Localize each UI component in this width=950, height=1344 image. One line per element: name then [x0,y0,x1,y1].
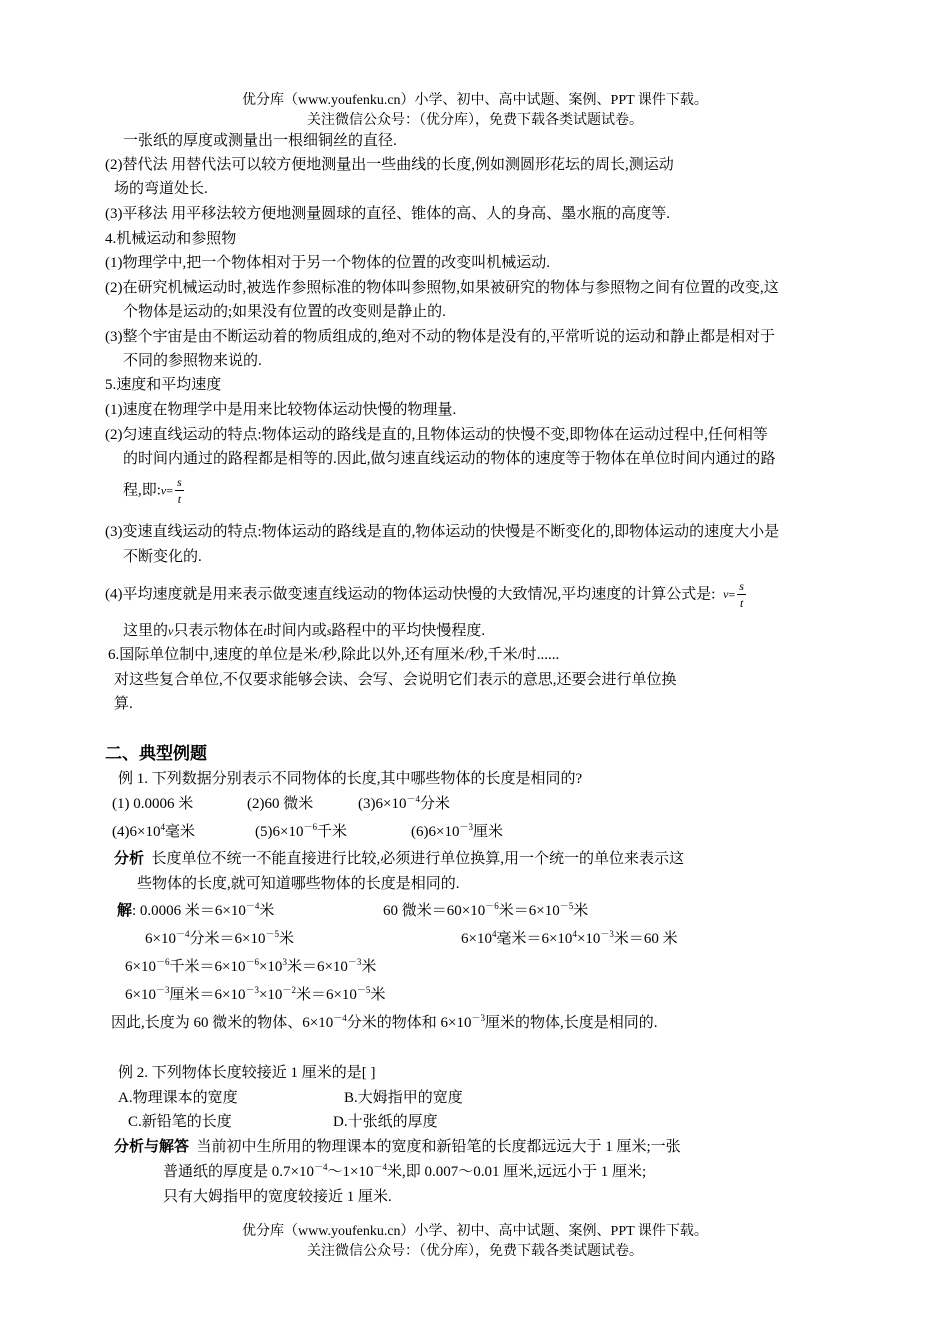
text-line: 不断变化的. [123,549,202,565]
page-header-line1: 优分库（www.youfenku.cn）小学、初中、高中试题、案例、PPT 课件下载。 [242,93,708,108]
text-line: (2)在研究机械运动时,被选作参照标准的物体叫参照物,如果被研究的物体与参照物之间有位置的改变,这 [105,280,779,296]
formula-s: s [737,578,746,595]
text-line: 的时间内通过的路程都是相等的.因此,做匀速直线运动的物体的速度等于物体在单位时间内通过的路 [123,451,776,467]
formula-s: s [175,474,184,491]
text-run: 时间内或 [266,623,327,639]
section-heading: 4.机械运动和参照物 [105,231,237,247]
analysis-1-cont: 些物体的长度,就可知道哪些物体的长度是相同的. [137,876,460,892]
text-line: 不同的参照物来说的. [123,353,262,369]
page-header-line2: 关注微信公众号：（优分库），免费下载各类试题试卷。 [307,113,643,128]
section-heading: 6.国际单位制中,速度的单位是米/秒,除此以外,还有厘米/秒,千米/时...... [108,647,560,663]
analysis-2: 分析与解答 当前初中生所用的物理课本的宽度和新铅笔的长度都远远大于 1 厘米;一张 [114,1139,681,1155]
text-line: (1)物理学中,把一个物体相对于另一个物体的位置的改变叫机械运动. [105,255,550,271]
example-2-question: 例 2. 下列物体长度较接近 1 厘米的是[ ] [118,1065,376,1081]
text-line: 场的弯道处长. [114,181,208,197]
formula-fraction [175,474,184,507]
text-line: (3)整个宇宙是由不断运动着的物质组成的,绝对不动的物体是没有的,平常听说的运动和静止都是相对于 [105,329,775,345]
example-1-option: $(6)6\times 10^{-3}$厘米 [411,822,503,840]
example-1-option: (1) 0.0006 米 [112,796,194,812]
formula-fraction [737,578,746,611]
example-1-option: $(4)6\times 10^4$毫米 [112,822,195,840]
solution-line: $6\times 10^{-3}$厘米$=6\times 10^{-3}\times 10^{-2}$米$=6\times 10^{-5}$米 [125,985,386,1003]
example-1-question: 例 1. 下列数据分别表示不同物体的长度,其中哪些物体的长度是相同的? [118,771,583,787]
text-line: (2)匀速直线运动的特点:物体运动的路线是直的,且物体运动的快慢不变,即物体在运动过程中,任何相等 [105,427,768,443]
text-line: (3)平移法 用平移法较方便地测量圆球的直径、锥体的高、人的身高、墨水瓶的高度等. [105,206,670,222]
text-line: 一张纸的厚度或测量出一根细铜丝的直径. [123,133,397,149]
solution-line: 解: 0.0006 米$=6\times 10^{-4}$米 [117,901,275,919]
analysis-2-cont: 普通纸的厚度是 $0.7\times 10^{-4}\sim 1\times 10^{-4}$米,即 0.007～0.01 厘米,远远小于 1 厘米; [163,1162,647,1180]
section-heading: 5.速度和平均速度 [105,377,222,393]
text-line-formula [123,474,184,507]
example-2-option-a: A.物理课本的宽度 [118,1090,238,1106]
symbol-v: v [168,624,174,638]
text-line [123,622,485,640]
example-1-option: (2)60 微米 [247,796,314,812]
text-run: 路程中的平均快慢程度. [331,623,486,639]
symbol-t: t [263,624,267,638]
text-line: 算. [114,696,133,712]
text-line: 个物体是运动的;如果没有位置的改变则是静止的. [123,304,446,320]
text-run: 这里的 [123,623,169,639]
solution-line: $6\times 10^{-4}$分米$=6\times 10^{-5}$米 [145,929,294,947]
page-footer-line1: 优分库（www.youfenku.cn）小学、初中、高中试题、案例、PPT 课件下载。 [242,1224,708,1239]
conclusion-line: 因此,长度为 60 微米的物体、$6\times 10^{-4}$分米的物体和 $6\times 10^{-3}$厘米的物体,长度是相同的. [111,1013,658,1031]
text-line: (3)变速直线运动的特点:物体运动的路线是直的,物体运动的快慢是不断变化的,即物体运动的速度大小是 [105,524,780,540]
example-1-option: $(5)6\times 10^{-6}$千米 [255,822,347,840]
text-run: 只表示物体在 [173,623,264,639]
formula-eq: = [166,483,174,498]
text-line: 对这些复合单位,不仅要求能够会读、会写、会说明它们表示的意思,还要会进行单位换 [114,672,677,688]
analysis-1: 分析 长度单位不统一不能直接进行比较,必须进行单位换算,用一个统一的单位来表示这 [114,851,685,867]
solution-line: $6\times 10^4$毫米$=6\times 10^4\times 10^{-3}$米＝60 米 [461,929,678,947]
formula-eq: = [728,587,736,602]
formula-v: v [160,483,167,498]
formula-prefix: (4)平均速度就是用来表示做变速直线运动的物体运动快慢的大致情况,平均速度的计算公式是: [105,586,716,603]
text-line: (1)速度在物理学中是用来比较物体运动快慢的物理量. [105,402,457,418]
symbol-s: s [326,624,332,638]
example-2-option-b: B.大姆指甲的宽度 [344,1090,463,1106]
formula-t: t [739,596,744,611]
section-title: 二、典型例题 [105,744,207,763]
formula-t: t [177,492,182,507]
page-footer-line2: 关注微信公众号：（优分库），免费下载各类试题试卷。 [307,1244,643,1259]
text-line: (2)替代法 用替代法可以较方便地测量出一些曲线的长度,例如测圆形花坛的周长,测运动 [105,157,674,173]
example-1-option: $(3)6\times 10^{-4}$分米 [358,794,450,812]
formula-prefix: 程,即: [123,482,161,499]
text-line-formula [105,578,746,611]
example-2-option-c: C.新铅笔的长度 [128,1114,232,1130]
formula-v: v [723,587,729,602]
solution-line: 60 微米$=60\times 10^{-6}$米$=6\times 10^{-5}$米 [383,901,589,919]
solution-line: $6\times 10^{-6}$千米$=6\times 10^{-6}\times 10^3$米$=6\times 10^{-3}$米 [125,957,377,975]
example-2-option-d: D.十张纸的厚度 [333,1114,438,1130]
analysis-2-cont: 只有大姆指甲的宽度较接近 1 厘米. [163,1189,392,1205]
